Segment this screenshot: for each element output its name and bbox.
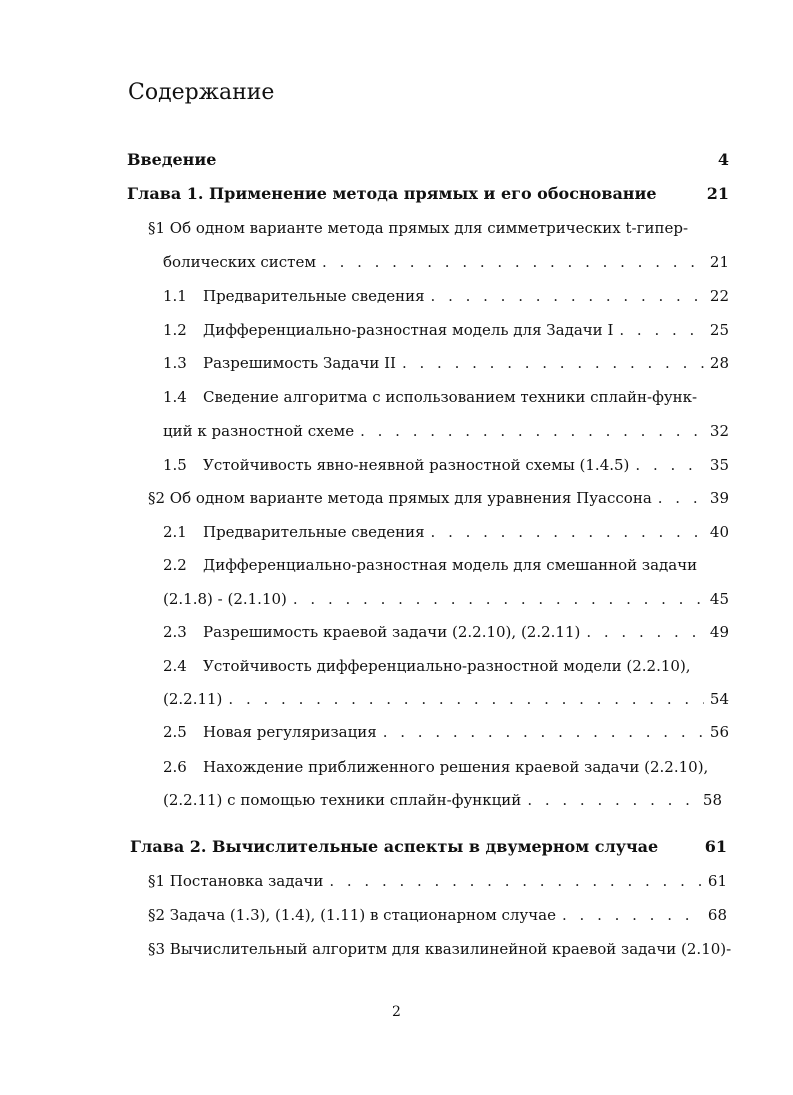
toc-page: 45 xyxy=(709,590,729,608)
toc-label: Введение xyxy=(127,150,217,169)
toc-label: (2.2.11) xyxy=(163,690,223,708)
toc-label: Предварительные сведения xyxy=(203,523,425,541)
toc-label: §1 Постановка задачи xyxy=(148,872,324,890)
toc-label: §2 Задача (1.3), (1.4), (1.11) в стационарном случае xyxy=(148,906,556,924)
toc-entry-section-1-line1[interactable] xyxy=(148,218,729,238)
toc-label: Разрешимость краевой задачи (2.2.10), (2.2.11) xyxy=(203,623,581,641)
leader-dots xyxy=(360,421,704,441)
toc-page: 56 xyxy=(709,723,729,741)
toc-number: 2.4 xyxy=(163,657,187,675)
toc-entry-section-1-line2[interactable] xyxy=(163,252,729,272)
toc-entry-intro[interactable] xyxy=(127,150,729,170)
leader-dots xyxy=(619,320,704,340)
leader-dots xyxy=(228,689,703,709)
toc-entry-chapter-2[interactable] xyxy=(130,837,727,857)
toc-label: §3 Вычислительный алгоритм для квазилинейной краевой задачи (2.10)- xyxy=(148,940,732,958)
toc-entry-2-4-line1[interactable] xyxy=(163,656,729,676)
leader-dots xyxy=(402,353,704,373)
toc-entry-ch2-section-3[interactable] xyxy=(148,939,732,959)
toc-page: 28 xyxy=(709,354,729,372)
leader-dots xyxy=(329,871,702,891)
toc-number: 1.1 xyxy=(163,287,187,305)
toc-page: 61 xyxy=(704,837,727,856)
leader-dots xyxy=(431,522,704,542)
toc-entry-1-4-line1[interactable] xyxy=(163,387,729,407)
toc-page: 58 xyxy=(702,791,722,809)
leader-dots xyxy=(431,286,704,306)
toc-number: 2.3 xyxy=(163,623,187,641)
toc-page: 35 xyxy=(709,456,729,474)
toc-page: 49 xyxy=(709,623,729,641)
toc-page: 40 xyxy=(709,523,729,541)
toc-label: ций к разностной схеме xyxy=(163,422,355,440)
toc-entry-2-2-line2[interactable] xyxy=(163,589,729,609)
leader-dots xyxy=(635,455,704,475)
page-title: Содержание xyxy=(128,80,275,105)
toc-entry-1-1[interactable] xyxy=(163,286,729,306)
toc-entry-2-5[interactable] xyxy=(163,722,729,742)
toc-entry-1-4-line2[interactable] xyxy=(163,421,729,441)
toc-entry-2-6-line1[interactable] xyxy=(163,757,729,777)
toc-entry-ch2-section-2[interactable] xyxy=(148,905,727,925)
leader-dots xyxy=(658,488,704,508)
toc-label: Устойчивость явно-неявной разностной схемы (1.4.5) xyxy=(203,456,630,474)
toc-label: Устойчивость дифференциально-разностной модели (2.2.10), xyxy=(203,657,691,675)
toc-number: 2.2 xyxy=(163,556,187,574)
toc-page: 21 xyxy=(709,253,729,271)
toc-label: Дифференциально-разностная модель для Задачи I xyxy=(203,321,614,339)
toc-number: 1.3 xyxy=(163,354,187,372)
toc-entry-ch2-section-1[interactable] xyxy=(148,871,727,891)
toc-page: 4 xyxy=(717,150,729,169)
toc-entry-1-5[interactable] xyxy=(163,455,729,475)
toc-label: (2.1.8) - (2.1.10) xyxy=(163,590,287,608)
page-number: 2 xyxy=(392,1004,401,1020)
toc-number: 1.5 xyxy=(163,456,187,474)
leader-dots xyxy=(562,905,702,925)
toc-page: 61 xyxy=(707,872,727,890)
toc-label: Предварительные сведения xyxy=(203,287,425,305)
toc-entry-2-6-line2[interactable] xyxy=(163,790,722,810)
toc-entry-2-3[interactable] xyxy=(163,622,729,642)
toc-entry-chapter-1[interactable] xyxy=(127,184,729,204)
toc-label: Разрешимость Задачи II xyxy=(203,354,396,372)
toc-label: Глава 1. Применение метода прямых и его обоснование xyxy=(127,184,657,203)
leader-dots xyxy=(322,252,704,272)
toc-entry-section-2[interactable] xyxy=(148,488,729,508)
toc-number: 2.5 xyxy=(163,723,187,741)
toc-page: 21 xyxy=(706,184,729,203)
toc-number: 2.6 xyxy=(163,758,187,776)
toc-page: 68 xyxy=(707,906,727,924)
toc-page: 25 xyxy=(709,321,729,339)
toc-label: Глава 2. Вычислительные аспекты в двумерном случае xyxy=(130,837,659,856)
toc-page: 39 xyxy=(709,489,729,507)
leader-dots xyxy=(383,722,704,742)
toc-label: Сведение алгоритма с использованием техники сплайн-функ- xyxy=(203,388,698,406)
toc-entry-2-4-line2[interactable] xyxy=(163,689,729,709)
toc-label: §2 Об одном варианте метода прямых для уравнения Пуассона xyxy=(148,489,652,507)
leader-dots xyxy=(527,790,697,810)
toc-label: болических систем xyxy=(163,253,317,271)
toc-entry-1-2[interactable] xyxy=(163,320,729,340)
toc-number: 2.1 xyxy=(163,523,187,541)
toc-number: 1.2 xyxy=(163,321,187,339)
toc-entry-2-2-line1[interactable] xyxy=(163,555,729,575)
leader-dots xyxy=(293,589,704,609)
toc-page: 22 xyxy=(709,287,729,305)
toc-entry-1-3[interactable] xyxy=(163,353,729,373)
toc-page: 32 xyxy=(709,422,729,440)
toc-label: Нахождение приближенного решения краевой задачи (2.2.10), xyxy=(203,758,709,776)
leader-dots xyxy=(586,622,704,642)
toc-number: 1.4 xyxy=(163,388,187,406)
toc-page: 54 xyxy=(709,690,729,708)
toc-entry-2-1[interactable] xyxy=(163,522,729,542)
toc-label: Новая регуляризация xyxy=(203,723,377,741)
toc-label: (2.2.11) с помощью техники сплайн-функций xyxy=(163,791,522,809)
toc-label: §1 Об одном варианте метода прямых для симметрических t-гипер- xyxy=(148,219,689,237)
toc-label: Дифференциально-разностная модель для смешанной задачи xyxy=(203,556,698,574)
